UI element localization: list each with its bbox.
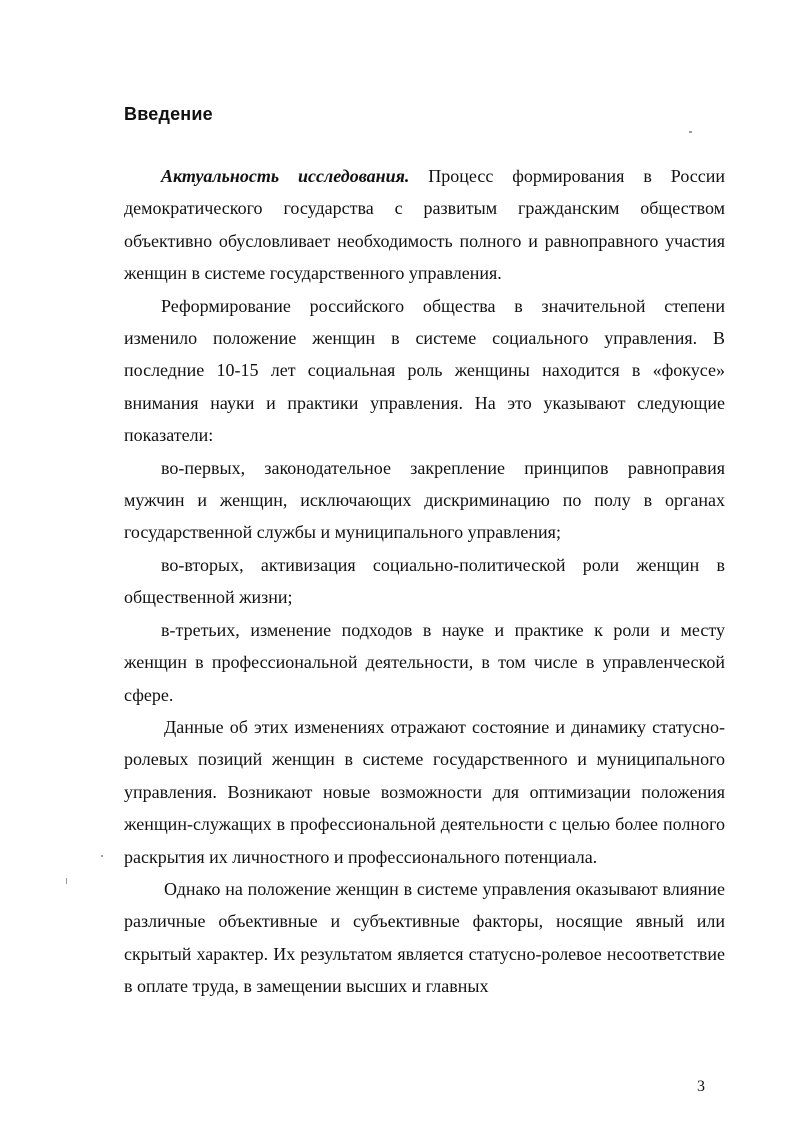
- scan-speck: [689, 131, 692, 133]
- paragraph-first: во-первых, законодательное закрепление принципов равноправия мужчин и женщин, исключающих дискриминацию по полу в органах государственной службы и муниципального управления;: [124, 457, 725, 543]
- paragraph-text: Процесс формирования в России демократического государства с развитым гражданским обществом объективно обусловливает необходимость полного и равноправного участия женщин в системе государственного управления.: [124, 166, 726, 284]
- paragraph-third: в-третьих, изменение подходов в науке и практике к роли и месту женщин в профессиональной деятельности, в том числе в управленческой сфере.: [124, 619, 725, 705]
- paragraph-second: во-вторых, активизация социально-политической роли женщин в общественной жизни;: [124, 554, 725, 608]
- paragraph-lead: Актуальность исследования.: [161, 166, 410, 186]
- paragraph-data: Данные об этих изменениях отражают состояние и динамику статусно-ролевых позиций женщин в системе государственного и муниципального управления. Возникают новые возможности для оптимизации положения женщин-служащих в профессиональной деятельности с целью более полного раскрытия их личностного и профессионального потенциала.: [124, 716, 725, 867]
- section-heading: Введение: [124, 104, 213, 124]
- scan-speck: [101, 855, 103, 857]
- paragraph-relevance: [124, 160, 725, 290]
- page-number: 3: [697, 1078, 705, 1095]
- paragraph-however: Однако на положение женщин в системе управления оказывают влияние различные объективные и субъективные факторы, носящие явный или скрытый характер. Их результатом является статусно-ролевое несоответствие в оплате труда, в замещении высших и главных: [124, 878, 725, 997]
- body-text: [124, 160, 725, 1003]
- paragraph-reform: Реформирование российского общества в значительной степени изменило положение женщин в системе социального управления. В последние 10-15 лет социальная роль женщины находится в «фокусе» внимания науки и практики управления. На это указывают следующие показатели:: [124, 295, 725, 446]
- scan-speck: [66, 878, 67, 884]
